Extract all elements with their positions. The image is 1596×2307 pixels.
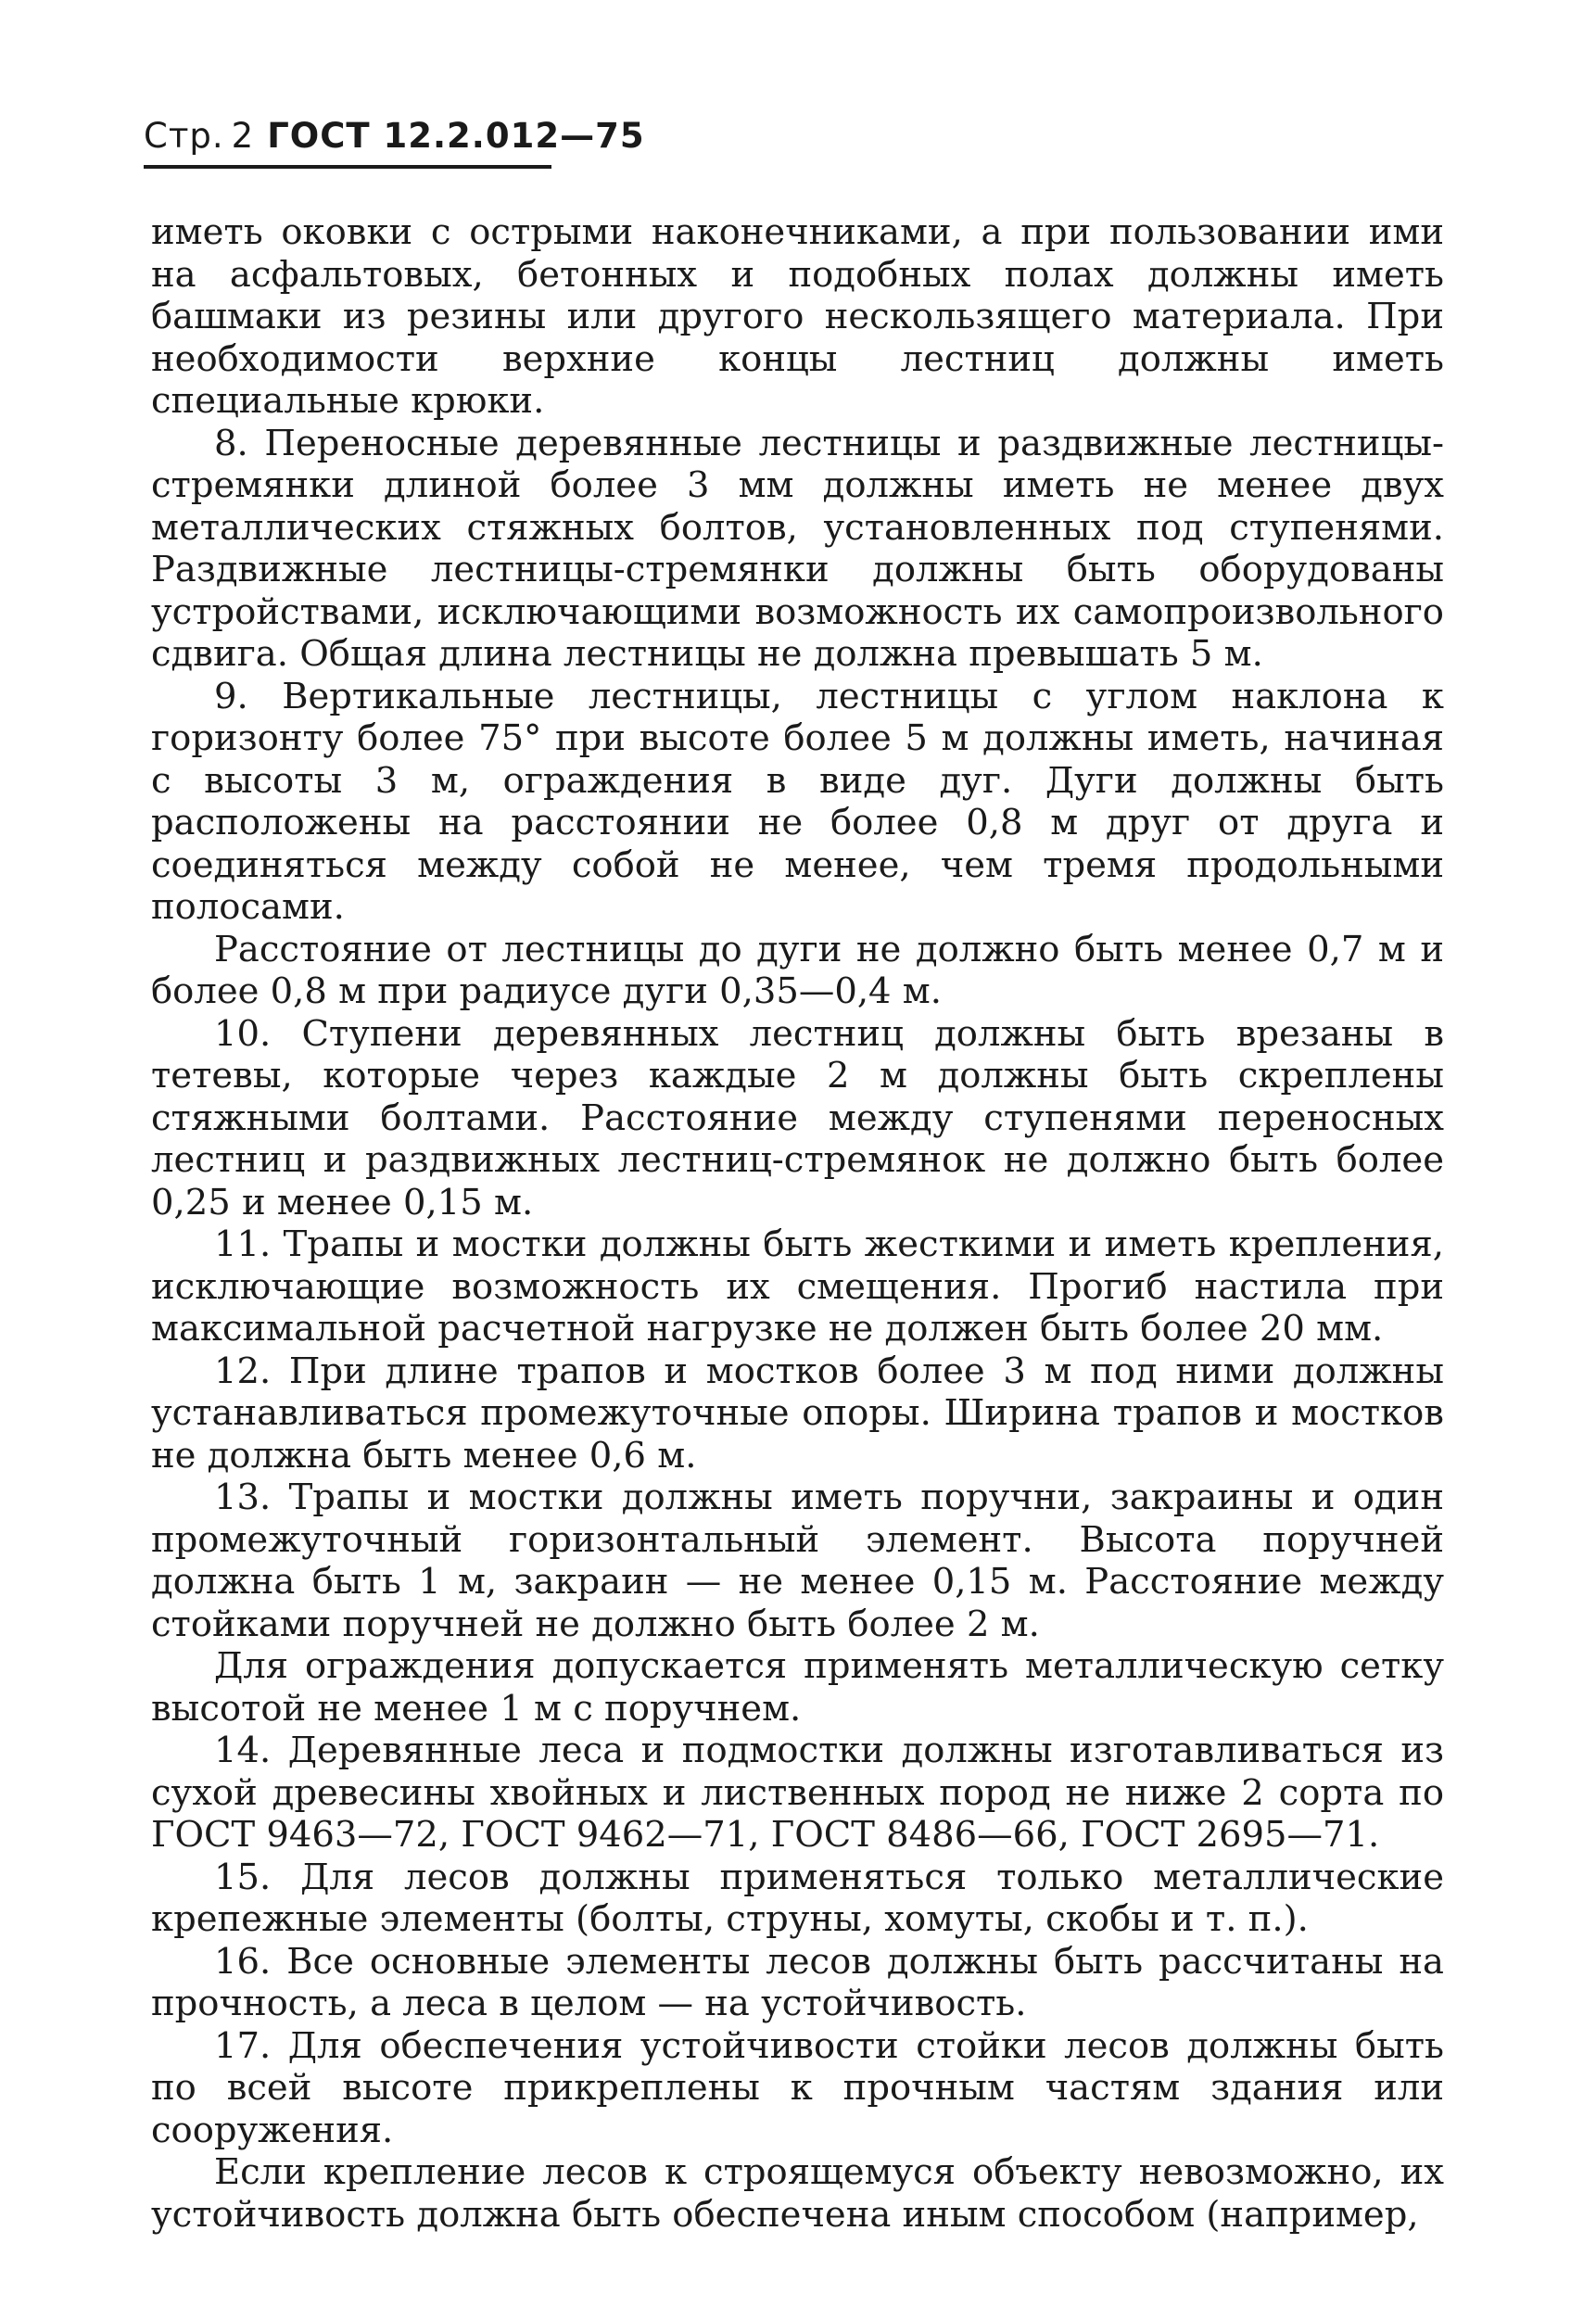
paragraph-item-8: 8. Переносные деревянные лестницы и раздвижные лестницы-стремянки длиной более 3 мм должны иметь не менее двух металлических стяжных болтов, установленных под ступенями. Раздвижные лестницы-стремянки должны быть оборудованы устройствами, исключающими возможность их самопроизвольного сдвига. Общая длина лестницы не должна превышать 5 м. (151, 422, 1444, 675)
page-number: 2 (231, 116, 255, 156)
paragraph-item-14: 14. Деревянные леса и подмостки должны изготавливаться из сухой древесины хвойных и лиственных пород не ниже 2 сорта по ГОСТ 9463—72, ГОСТ 9462—71, ГОСТ 8486—66, ГОСТ 2695—71. (151, 1730, 1444, 1856)
paragraph-item-15: 15. Для лесов должны применяться только металлические крепежные элементы (болты, струны, хомуты, скобы и т. п.). (151, 1856, 1444, 1940)
paragraph-item-16: 16. Все основные элементы лесов должны быть рассчитаны на прочность, а леса в целом — на устойчивость. (151, 1940, 1444, 2024)
paragraph-item-9-note: Расстояние от лестницы до дуги не должно быть менее 0,7 м и более 0,8 м при радиусе дуги 0,35—0,4 м. (151, 928, 1444, 1012)
paragraph-item-9: 9. Вертикальные лестницы, лестницы с углом наклона к горизонту более 75° при высоте более 5 м должны иметь, начиная с высоты 3 м, ограждения в виде дуг. Дуги должны быть расположены на расстоянии не более 0,8 м друг от друга и соединяться между собой не менее, чем тремя продольными полосами. (151, 675, 1444, 928)
document-code: ГОСТ 12.2.012—75 (267, 116, 645, 156)
page-header (144, 116, 645, 156)
header-rule (144, 165, 551, 169)
paragraph-item-17-note: Если крепление лесов к строящемуся объекту невозможно, их устойчивость должна быть обеспечена иным способом (например, (151, 2151, 1444, 2236)
paragraph-item-13: 13. Трапы и мостки должны иметь поручни, закраины и один промежуточный горизонтальный элемент. Высота поручней должна быть 1 м, закраин — не менее 0,15 м. Расстояние между стойками поручней не должно быть более 2 м. (151, 1477, 1444, 1645)
paragraph-item-12: 12. При длине трапов и мостков более 3 м под ними должны устанавливаться промежуточные опоры. Ширина трапов и мостков не должна быть менее 0,6 м. (151, 1350, 1444, 1477)
paragraph-continuation: иметь оковки с острыми наконечниками, а при пользовании ими на асфальтовых, бетонных и подобных полах должны иметь башмаки из резины или другого нескользящего материала. При необходимости верхние концы лестниц должны иметь специальные крюки. (151, 211, 1444, 422)
paragraph-item-17: 17. Для обеспечения устойчивости стойки лесов должны быть по всей высоте прикреплены к прочным частям здания или сооружения. (151, 2024, 1444, 2151)
paragraph-item-10: 10. Ступени деревянных лестниц должны быть врезаны в тетевы, которые через каждые 2 м должны быть скреплены стяжными болтами. Расстояние между ступенями переносных лестниц и раздвижных лестниц-стремянок не должно быть более 0,25 и менее 0,15 м. (151, 1012, 1444, 1223)
document-body (151, 211, 1444, 2236)
paragraph-item-11: 11. Трапы и мостки должны быть жесткими и иметь крепления, исключающие возможность их смещения. Прогиб настила при максимальной расчетной нагрузке не должен быть более 20 мм. (151, 1223, 1444, 1350)
paragraph-item-13-note: Для ограждения допускается применять металлическую сетку высотой не менее 1 м с поручнем. (151, 1645, 1444, 1730)
page-label: Стр. (144, 116, 224, 156)
